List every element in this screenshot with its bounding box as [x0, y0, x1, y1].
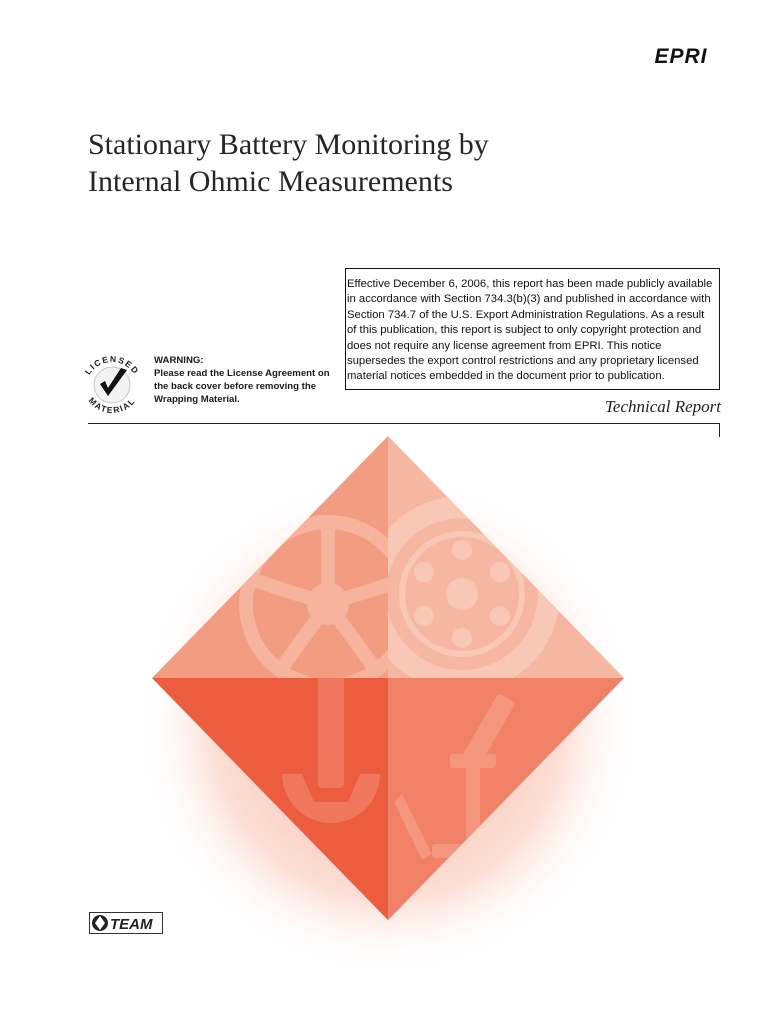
licensed-material-badge	[75, 348, 149, 422]
license-warning	[154, 354, 334, 406]
team-logo	[89, 912, 163, 934]
team-logo-text: TEAM	[110, 916, 153, 933]
public-availability-notice: Effective December 6, 2006, this report has been made publicly available in accordance with Section 734.3(b)(3) and published in accordance with Section 734.7 of the U.S. Export Administration Regulations. As a result of this publication, this report is subject to only copyright protection and does not require any license agreement from EPRI. This notice supersedes the export control restrictions and any proprietary licensed material notices embedded in the document prior to publication.	[345, 268, 720, 390]
warning-heading: WARNING:	[154, 355, 204, 366]
epri-logo-text: EPRI	[654, 45, 708, 68]
checkmark-icon	[94, 367, 130, 403]
team-emblem-icon	[92, 915, 108, 931]
badge-top-text: LICENSED	[82, 353, 142, 377]
epri-logo	[639, 44, 723, 68]
report-type-label: Technical Report	[605, 397, 721, 416]
report-title	[88, 126, 648, 200]
warning-body: Please read the License Agreement on the back cover before removing the Wrapping Material.	[154, 368, 330, 405]
report-title-line-2: Internal Ohmic Measurements	[88, 165, 453, 198]
vertical-divider-tick	[719, 423, 720, 437]
cover-art-diamond	[132, 424, 646, 984]
report-title-line-1: Stationary Battery Monitoring by	[88, 128, 489, 161]
badge-bottom-text: MATERIAL	[86, 395, 138, 416]
